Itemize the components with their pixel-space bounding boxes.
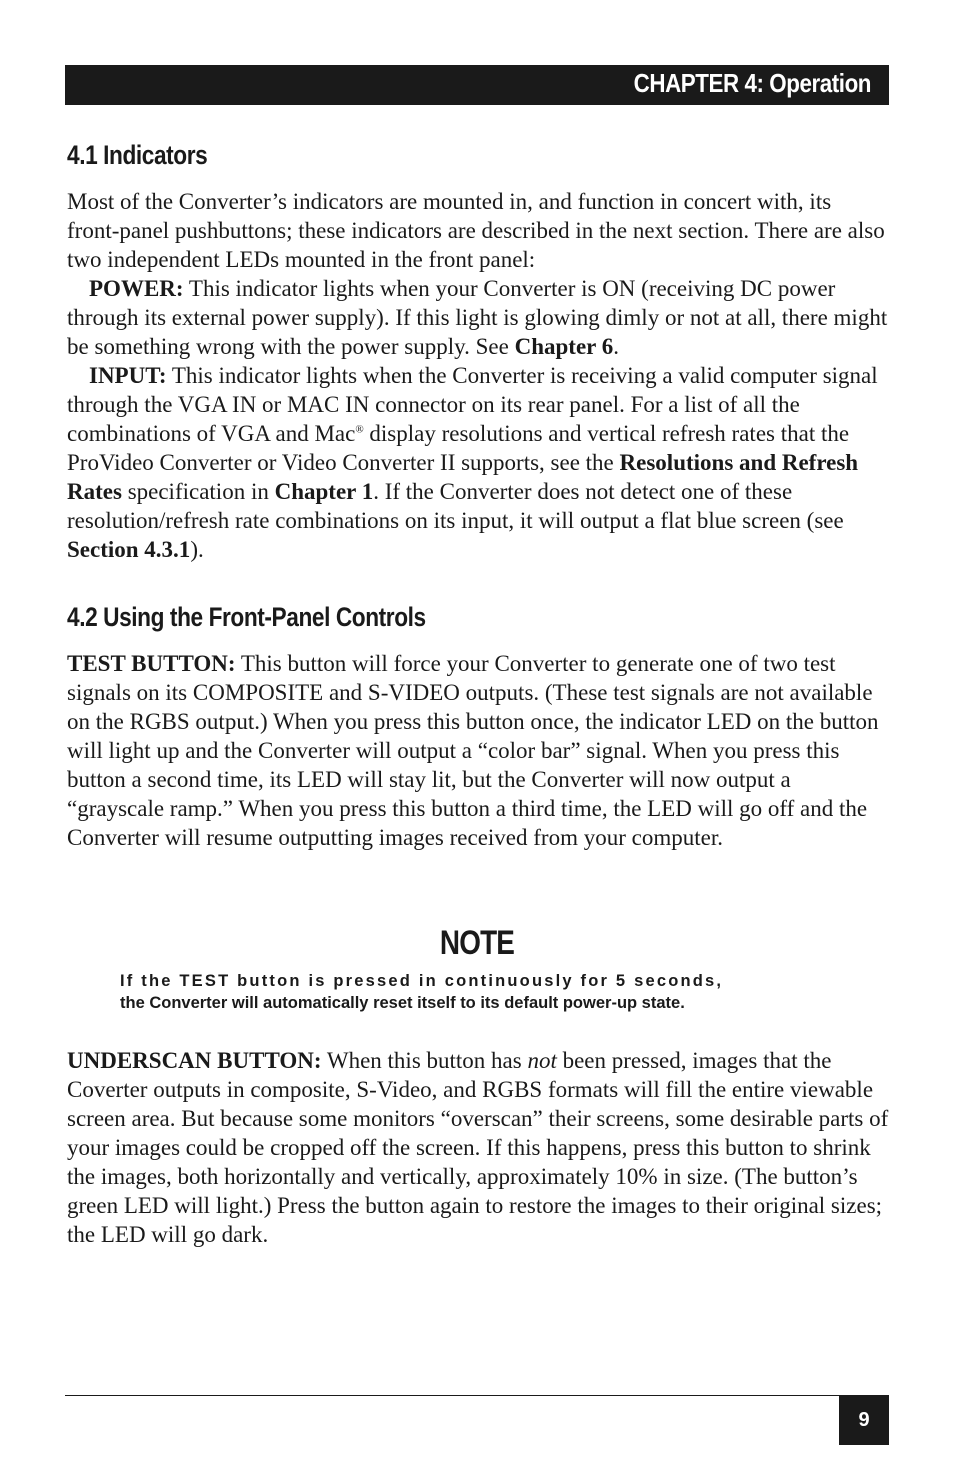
page-number <box>839 1395 889 1445</box>
indicators-body <box>67 187 889 564</box>
section-ref: Section 4.3.1 <box>67 537 191 562</box>
footer-rule <box>65 1395 840 1396</box>
note-title: NOTE <box>439 924 515 962</box>
note-line-2: the Converter will automatically reset itself to its default power-up state. <box>120 994 685 1012</box>
input-text-4: . If the Converter does not detect one of these resolution/refresh rate combinations on its input, it will output a flat blue screen (see <box>67 479 844 533</box>
power-label: POWER: <box>89 276 184 301</box>
note-line-1: If the TEST button is pressed in continuously for 5 seconds, <box>120 972 724 990</box>
test-button-paragraph <box>67 649 889 852</box>
underscan-body <box>67 1046 889 1249</box>
input-end: ). <box>190 537 204 562</box>
input-text-1: This indicator lights when the Converter is receiving a valid computer signal through the VGA IN or MAC IN connector on its rear panel. For a list of all the combinations of VGA and Mac <box>67 363 878 446</box>
chapter-title: CHAPTER 4: Operation <box>633 68 871 98</box>
chapter-header-bar <box>65 65 889 105</box>
underscan-text-2: been pressed, images that the Coverter outputs in composite, S-Video, and RGBS formats will fill the entire viewable screen area. But because some monitors “overscan” their screens, some desirable parts of your images could be cropped off the screen. If this happens, press this button to shrink the images, both horizontally and vertically, approximately 10% in size. (The button’s green LED will light.) Press the button again to restore the images to their original sizes; the LED will go dark. <box>67 1048 889 1247</box>
power-text: This indicator lights when your Converter is ON (receiving DC power through its external power supply). If this light is glowing dimly or not at all, there might be something wrong with the power supply. See <box>67 276 888 359</box>
underscan-paragraph <box>67 1046 889 1249</box>
section-heading-indicators: 4.1 Indicators <box>67 140 208 170</box>
page-number-text: 9 <box>858 1408 870 1431</box>
test-button-body <box>67 649 889 852</box>
power-end: . <box>613 334 619 359</box>
power-paragraph <box>67 274 889 361</box>
input-paragraph <box>67 361 889 564</box>
test-button-text: This button will force your Converter to generate one of two test signals on its COMPOSITE and S-VIDEO outputs. (These test signals are not available on the RGBS output.) When you press this button once, the indicator LED on the button will light up and the Converter will output a “color bar” signal. When you press this button a second time, its LED will stay lit, but the Converter will now output a “grayscale ramp.” When you press this button a third time, the LED will go off and the Converter will resume outputting images received from your computer. <box>67 651 879 850</box>
input-text-2: display resolutions and vertical refresh rates that the ProVideo Converter or Video Converter II supports, see the <box>67 421 850 475</box>
underscan-text-1: When this button has <box>321 1048 528 1073</box>
chapter-1-ref: Chapter 1 <box>274 479 374 504</box>
underscan-emphasis: not <box>527 1048 557 1073</box>
indicators-intro: Most of the Converter’s indicators are mounted in, and function in concert with, its front-panel pushbuttons; these indicators are described in the next section. There are also two independent LEDs mounted in the front panel: <box>67 189 885 272</box>
note-text <box>120 970 840 1014</box>
input-label: INPUT: <box>89 363 167 388</box>
test-button-label: TEST BUTTON: <box>67 651 236 676</box>
registered-mark: ® <box>355 423 364 436</box>
input-text-3: specification in <box>121 479 275 504</box>
section-heading-front-panel-controls: 4.2 Using the Front-Panel Controls <box>67 602 426 632</box>
underscan-label: UNDERSCAN BUTTON: <box>67 1048 322 1073</box>
resolutions-ref: Resolutions and Refresh Rates <box>67 450 859 504</box>
power-chapter-ref: Chapter 6 <box>514 334 614 359</box>
